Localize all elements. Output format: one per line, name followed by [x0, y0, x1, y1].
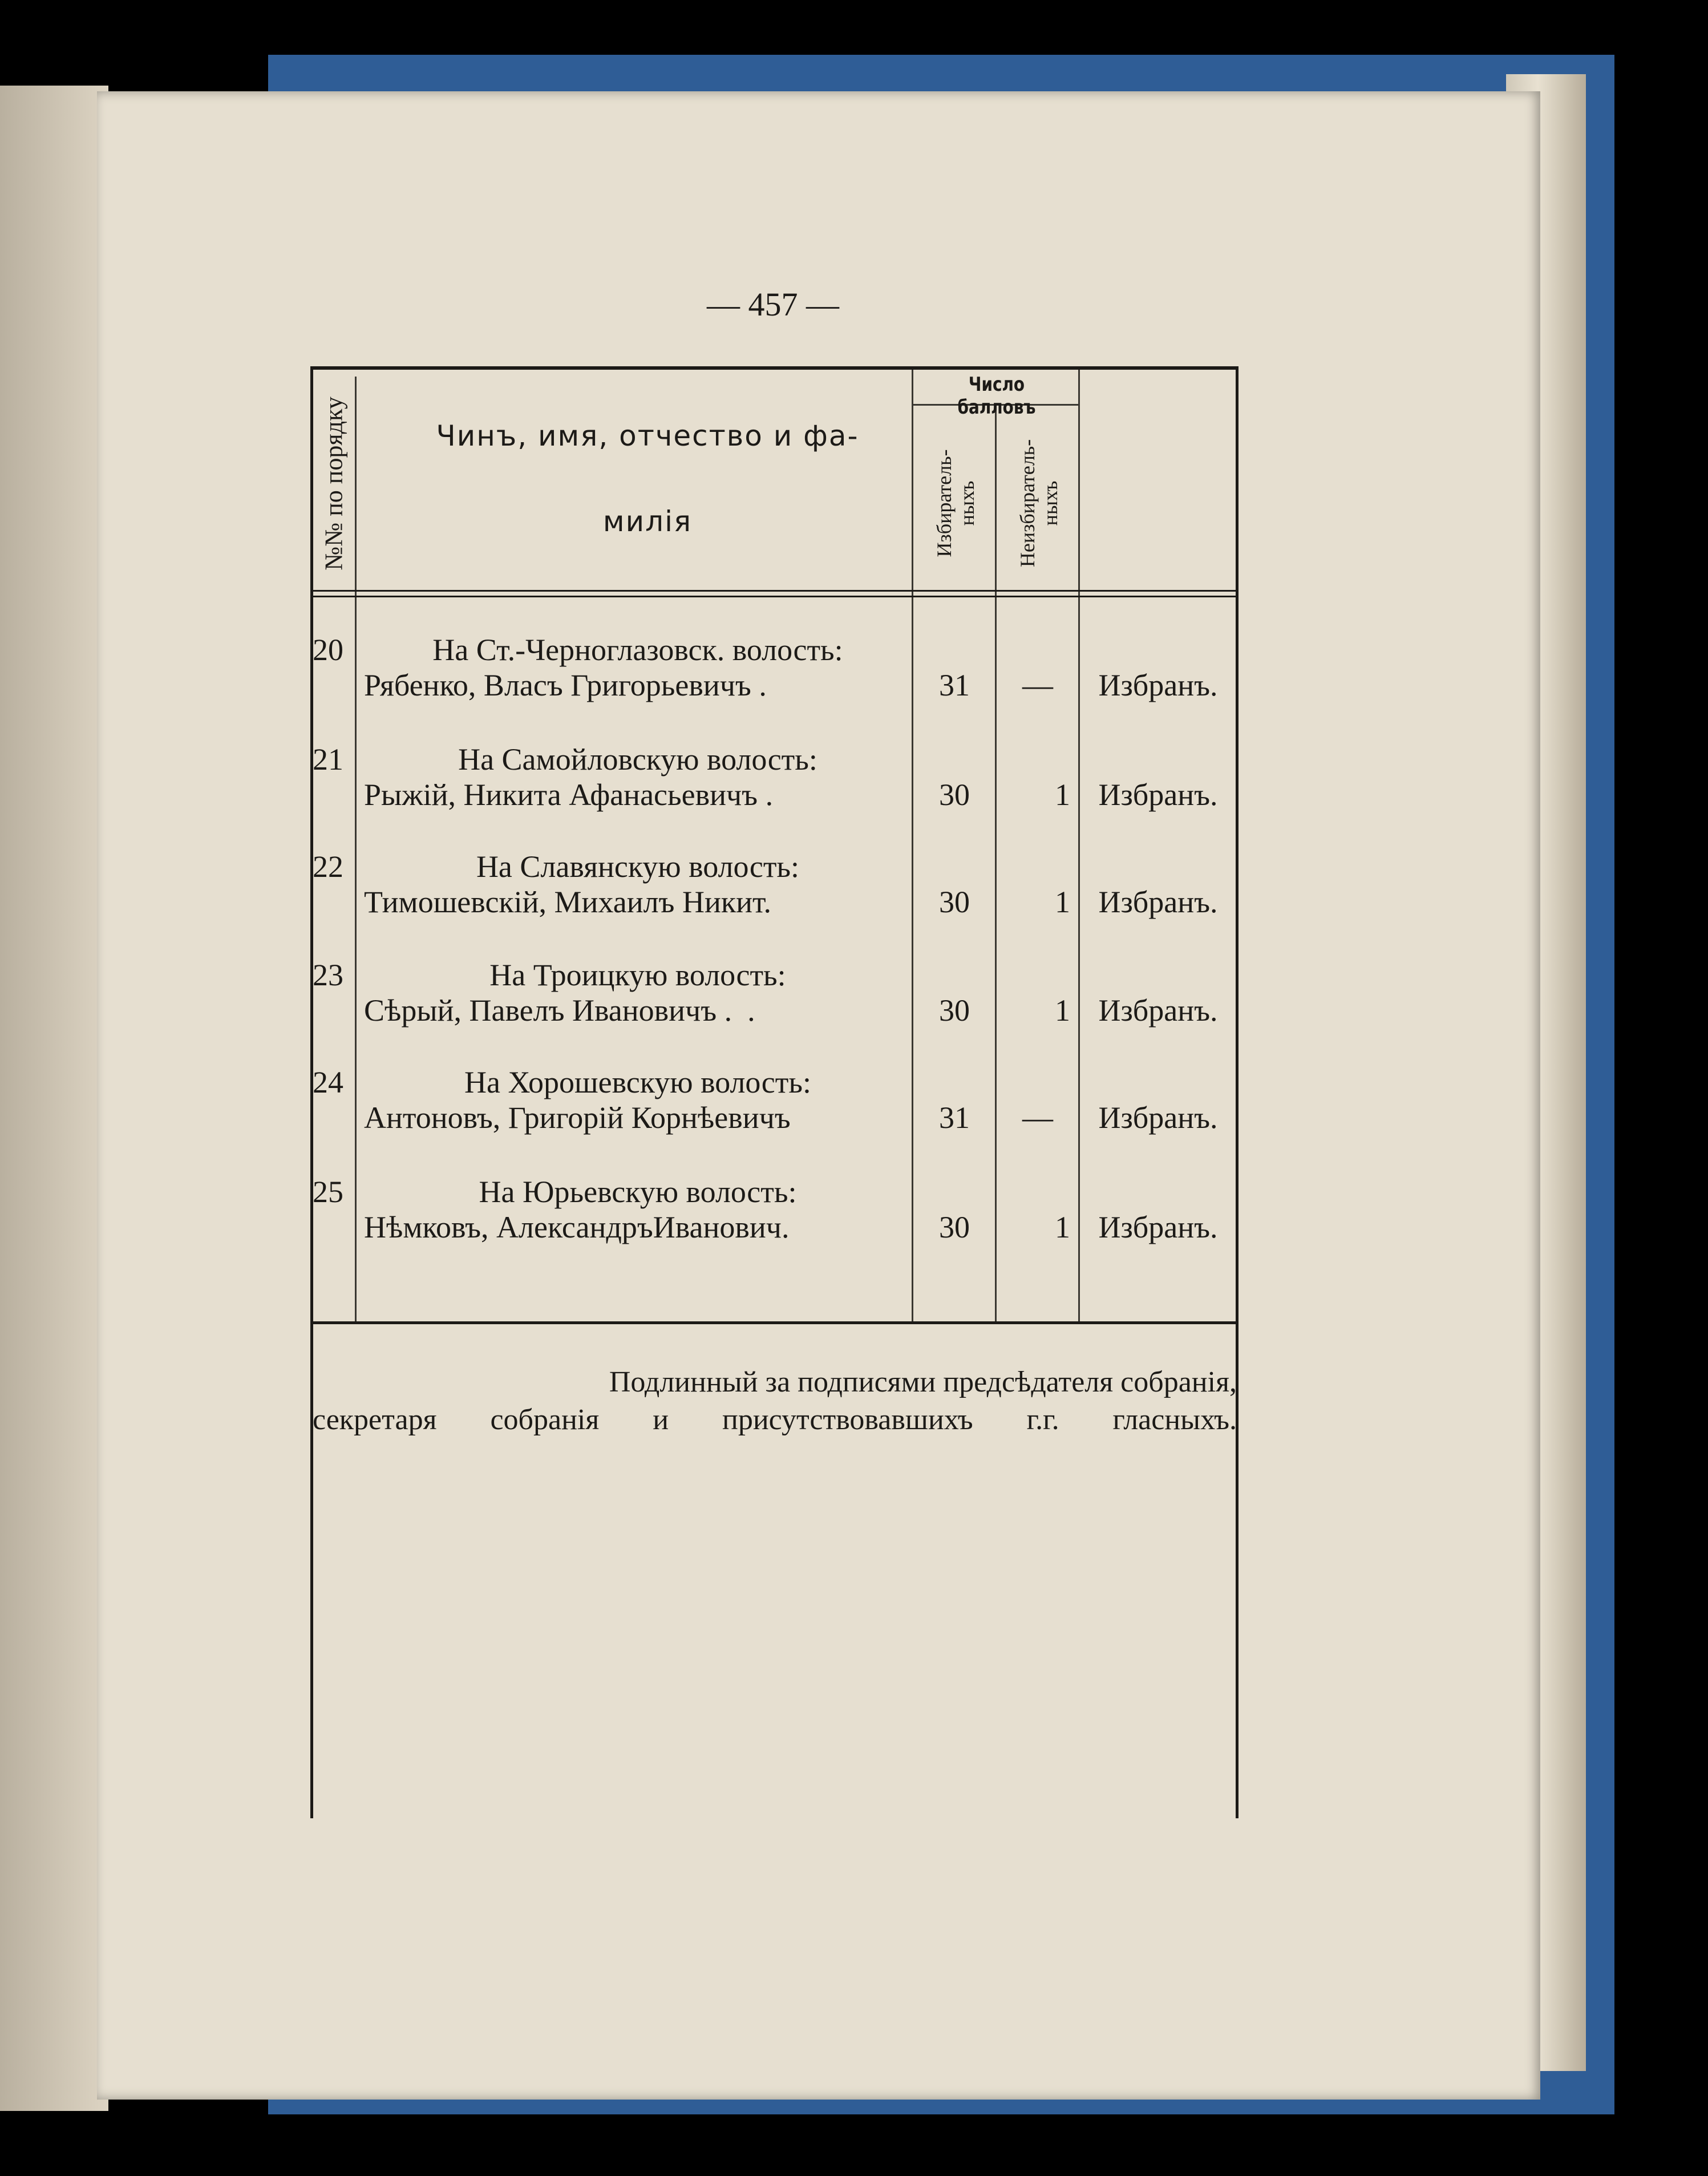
row-result: Избранъ. [1098, 1101, 1218, 1135]
row-electoral: 30 [939, 778, 970, 812]
header-electoral: Избиратель- ныхъ [933, 449, 978, 557]
row-non-electoral: 1 [1055, 1210, 1070, 1244]
row-electoral: 30 [939, 993, 970, 1028]
row-district: На Славянскую волость: [476, 850, 800, 884]
row-number: 24 [313, 1065, 343, 1099]
row-electoral: 31 [939, 1101, 970, 1135]
table-bottom-rule [313, 1321, 1238, 1324]
table-row [0, 742, 1708, 822]
row-person: Антоновъ, Григорій Корнѣевичъ [364, 1101, 791, 1135]
row-non-electoral: 1 [1055, 778, 1070, 812]
row-number: 21 [313, 742, 343, 776]
page-number: — 457 — [707, 286, 839, 323]
row-number: 22 [313, 850, 343, 884]
footnote-line1: Подлинный за подписями предсѣдателя собранія, [609, 1366, 1237, 1398]
row-result: Избранъ. [1098, 885, 1218, 919]
header-number: №№ по порядку [319, 397, 348, 571]
table-row [0, 1174, 1708, 1254]
row-person: Нѣмковъ, АлександръИванович. [364, 1210, 790, 1244]
row-district: На Ст.-Черноглазовск. волость: [432, 633, 843, 667]
row-person: Рыжій, Никита Афанасьевичъ . [364, 778, 774, 812]
row-number: 25 [313, 1175, 343, 1209]
row-district: На Самойловскую волость: [458, 742, 817, 776]
row-electoral: 30 [939, 885, 970, 919]
table-row [0, 849, 1708, 929]
header-name-line2: милія [602, 505, 693, 538]
row-result: Избранъ. [1098, 778, 1218, 812]
header-non-electoral: Неизбиратель- ныхъ [1016, 439, 1062, 568]
table-row [0, 957, 1708, 1037]
row-non-electoral: 1 [1055, 885, 1070, 919]
row-person: Рябенко, Власъ Григорьевичъ . [364, 668, 767, 702]
header-points-group: Число балловъ [957, 373, 1036, 419]
row-result: Избранъ. [1098, 1210, 1218, 1244]
header-rule-1 [313, 590, 1238, 592]
row-person: Тимошевскій, Михаилъ Никит. [364, 885, 772, 919]
footnote-line2: секретаря собранія и присутствовавшихъ г.г. гласныхъ. [313, 1404, 1237, 1436]
row-number: 20 [313, 633, 343, 667]
header-rule-2 [313, 596, 1238, 597]
row-district: На Троицкую волость: [489, 958, 786, 992]
row-district: На Хорошевскую волость: [464, 1065, 811, 1099]
row-non-electoral: — [1022, 1101, 1053, 1135]
row-electoral: 31 [939, 668, 970, 702]
table-row [0, 632, 1708, 712]
row-district: На Юрьевскую волость: [479, 1175, 797, 1209]
row-number: 23 [313, 958, 343, 992]
row-result: Избранъ. [1098, 993, 1218, 1028]
row-non-electoral: 1 [1055, 993, 1070, 1028]
row-electoral: 30 [939, 1210, 970, 1244]
table-top-rule [313, 366, 1238, 370]
table-row [0, 1065, 1708, 1144]
row-non-electoral: — [1022, 668, 1053, 702]
row-result: Избранъ. [1098, 668, 1218, 702]
row-person: Сѣрый, Павелъ Ивановичъ . . [364, 993, 755, 1028]
header-name-line1: Чинъ, имя, отчество и фа- [436, 419, 859, 452]
